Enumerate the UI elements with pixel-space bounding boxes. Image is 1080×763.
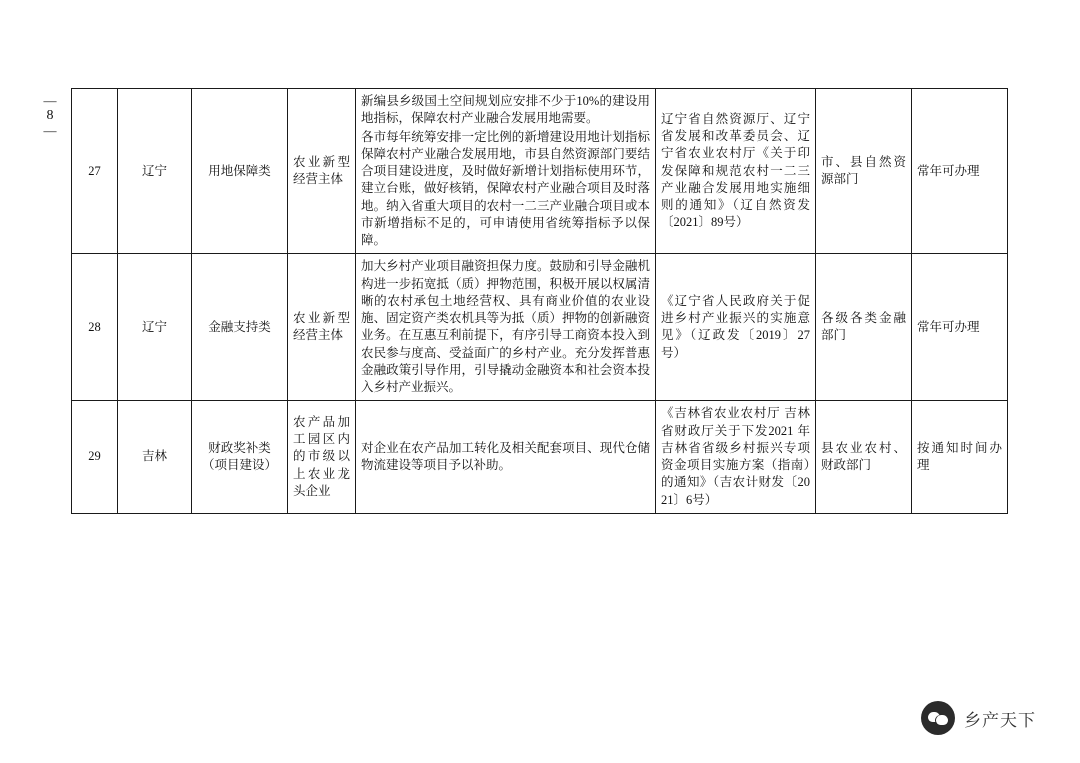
table-row	[72, 401, 1008, 514]
content-paragraph: 对企业在农产品加工转化及相关配套项目、现代仓储物流建设等项目予以补助。	[361, 440, 650, 472]
content-paragraph: 加大乡村产业项目融资担保力度。鼓励和引导金融机构进一步拓宽抵（质）押物范围，积极开展以权属清晰的农村承包土地经营权、具有商业价值的农业设施、固定资产类农机具等为抵（质）押物的创新融资业务。在互惠互利前提下，有序引导工商资本投入到农民参与度高、受益面广的乡村产业。充分发挥普惠金融政策引导作用，引导撬动金融资本和社会资本投入乡村产业振兴。	[361, 259, 650, 394]
content-paragraph: 各市每年统筹安排一定比例的新增建设用地计划指标保障农村产业融合发展用地，市县自然资源部门要结合项目建设进度，及时做好新增计划指标使用环节，建立台账，做好核销，保障农村产业融合项目及时落地。纳入省重大项目的农村一二三产业融合项目或本市新增指标不足的，可申请使用省统筹指标予以保障。	[361, 129, 650, 247]
watermark	[921, 701, 1036, 735]
page-number-value: 8	[46, 108, 54, 123]
cell-policy-type: 用地保障类	[192, 89, 288, 254]
table-row	[72, 89, 1008, 254]
page-number	[28, 93, 72, 138]
cell-policy-type: 金融支持类	[192, 254, 288, 401]
basis-paragraph: 《辽宁省人民政府关于促进乡村产业振兴的实施意见》（辽政发〔2019〕27号）	[661, 293, 810, 360]
cell-index: 27	[72, 89, 118, 254]
wechat-logo-icon	[921, 701, 955, 735]
cell-index: 29	[72, 401, 118, 514]
basis-paragraph: 《吉林省农业农村厅 吉林省财政厅关于下发2021 年吉林省省级乡村振兴专项资金项目实施方案（指南）的通知》（吉农计财发〔2021〕6号）	[661, 406, 810, 507]
cell-content	[356, 89, 656, 254]
content-paragraph: 新编县乡级国土空间规划应安排不少于10%的建设用地指标，保障农村产业融合发展用地需要。	[361, 94, 650, 126]
cell-province: 辽宁	[118, 254, 192, 401]
cell-basis	[656, 254, 816, 401]
cell-content	[356, 401, 656, 514]
cell-time: 按通知时间办理	[912, 401, 1008, 514]
watermark-label: 乡产天下	[964, 710, 1036, 730]
policy-table	[71, 88, 1008, 514]
page-number-suffix: —	[43, 123, 57, 138]
cell-department: 各级各类金融部门	[816, 254, 912, 401]
table-row	[72, 254, 1008, 401]
cell-policy-type: 财政奖补类（项目建设）	[192, 401, 288, 514]
cell-department: 县农业农村、财政部门	[816, 401, 912, 514]
cell-target: 农产品加工园区内的市级以上农业龙头企业	[288, 401, 356, 514]
cell-basis	[656, 89, 816, 254]
cell-department: 市、县自然资源部门	[816, 89, 912, 254]
cell-target: 农业新型经营主体	[288, 89, 356, 254]
cell-index: 28	[72, 254, 118, 401]
cell-time: 常年可办理	[912, 254, 1008, 401]
cell-content	[356, 254, 656, 401]
page-number-prefix: —	[43, 93, 57, 108]
cell-basis	[656, 401, 816, 514]
cell-province: 辽宁	[118, 89, 192, 254]
cell-province: 吉林	[118, 401, 192, 514]
cell-target: 农业新型经营主体	[288, 254, 356, 401]
basis-paragraph: 辽宁省自然资源厅、辽宁省发展和改革委员会、辽宁省农业农村厅《关于印发保障和规范农村一二三产业融合发展用地实施细则的通知》（辽自然资发〔2021〕89号）	[661, 111, 810, 230]
cell-time: 常年可办理	[912, 89, 1008, 254]
